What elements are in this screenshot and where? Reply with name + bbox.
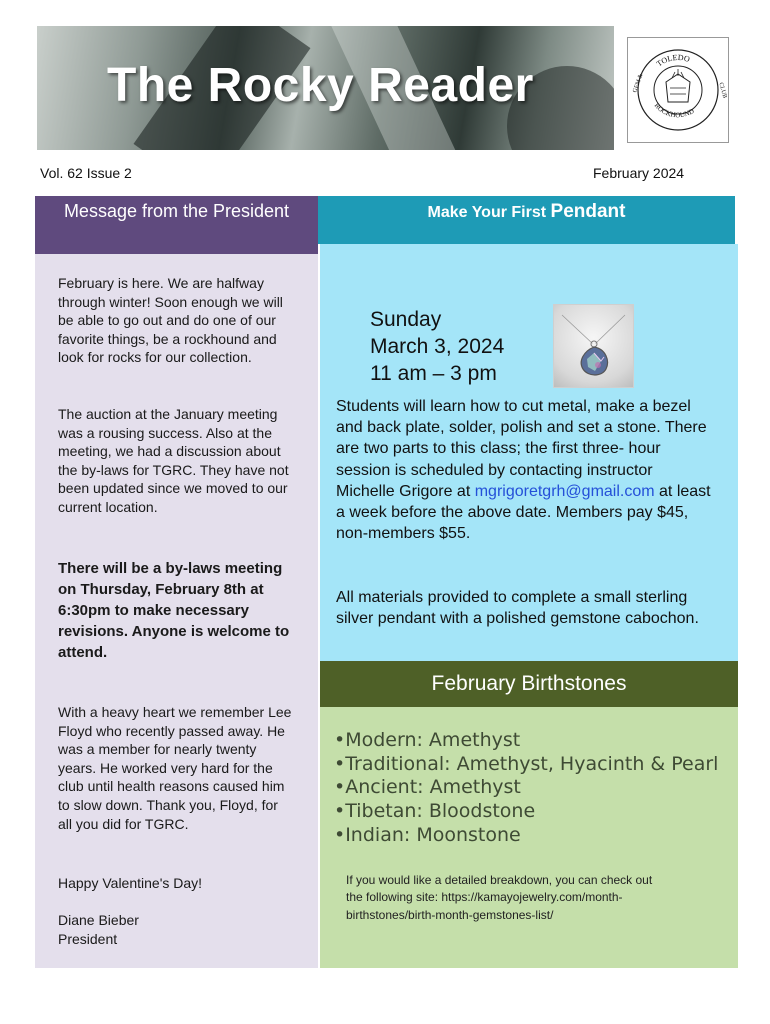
list-item: •Tibetan: Bloodstone: [334, 800, 536, 823]
seal-right-text: CLUB: [717, 81, 728, 100]
signature-title: President: [58, 931, 118, 947]
instructor-email-link[interactable]: mgrigoretgrh@gmail.com: [474, 482, 655, 500]
president-paragraph-1: February is here. We are halfway through winter! Soon enough we will be able to go out and do one of our favorite things, be a rockhound and look for rocks for our collection.: [58, 275, 283, 366]
pendant-heading-prefix: Make Your First: [427, 204, 551, 221]
description-text: Students will learn how to cut metal, make a bezel and back plate, solder, polish and set a stone. There are two parts to this class; the first three- hour session is scheduled by contacting instructor Michelle Grigore at: [336, 398, 707, 500]
signature-name: Diane Bieber: [58, 912, 139, 928]
list-item: •Modern: Amethyst: [334, 729, 521, 751]
president-paragraph-memorial: With a heavy heart we remember Lee Floyd who recently passed away. He was a member for nearly twenty years. He worked very hard for the club until health reasons caused him to slow down. Thank you, Floyd, for all you did for TGRC.: [58, 704, 292, 832]
masthead-banner: [37, 26, 614, 150]
list-item: •Indian: Moonstone: [334, 823, 521, 846]
pendant-heading-word: Pendant: [550, 201, 626, 222]
pendant-photo: [553, 304, 634, 388]
issue-volume: Vol. 62 Issue 2: [40, 165, 132, 181]
president-message-heading: Message from the President: [35, 196, 318, 254]
seal-bottom-text: ROCKHOUND: [652, 101, 696, 120]
birthstone-list: [334, 729, 718, 848]
event-day: Sunday: [370, 308, 442, 331]
list-item: •Traditional: Amethyst, Hyacinth & Pearl: [334, 752, 719, 775]
event-time: 11 am – 3 pm: [370, 362, 497, 385]
event-datetime: [370, 306, 504, 387]
description-text-cont: at least a week before the above date. Members pay $45, non-members $55.: [336, 482, 711, 543]
event-date: March 3, 2024: [370, 335, 505, 358]
bylaws-meeting-notice: There will be a by-laws meeting on Thursday, February 8th at 6:30pm to make necessary revisions. Anyone is welcome to attend.: [58, 560, 290, 661]
newsletter-title: The Rocky Reader: [107, 59, 534, 112]
pendant-class-heading: [318, 196, 735, 244]
issue-date: February 2024: [593, 165, 685, 181]
materials-note: All materials provided to complete a small sterling silver pendant with a polished gemstone cabochon.: [336, 589, 699, 628]
valentines-greeting: Happy Valentine's Day!: [58, 875, 203, 891]
club-seal-icon: [627, 37, 729, 143]
birthstone-reference-note: If you would like a detailed breakdown, you can check out the following site: https://kamayojewelry.com/month-birthstones/birth-month-gemstones-list/: [346, 873, 653, 922]
svg-text:ROCKHOUND: [653, 102, 696, 120]
seal-left-text: GEM &: [632, 73, 645, 94]
president-paragraph-2: The auction at the January meeting was a rousing success. Also at the meeting, we had a discussion about the by-laws for TGRC. They have not been updated since we moved to our current location.: [58, 406, 289, 515]
seal-top-text: TOLEDO: [654, 52, 691, 69]
pendant-class-description: [336, 396, 711, 544]
birthstones-heading: February Birthstones: [320, 661, 738, 707]
list-item: •Ancient: Amethyst: [334, 776, 521, 799]
